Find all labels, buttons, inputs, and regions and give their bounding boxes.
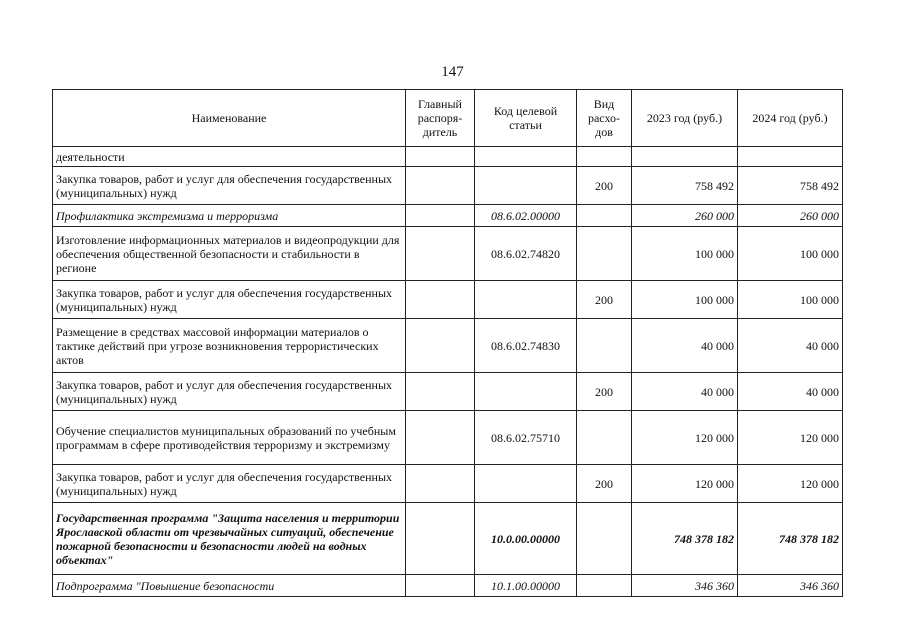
col-header-vid: Вид расхо-дов: [577, 90, 632, 147]
row-vid: 200: [577, 167, 632, 205]
col-header-manager: Главный распоря-дитель: [406, 90, 475, 147]
row-manager: [406, 227, 475, 281]
row-amount-2024: [738, 147, 843, 167]
row-code: 08.6.02.75710: [475, 411, 577, 465]
row-name: Закупка товаров, работ и услуг для обеспечения государственных (муниципальных) нужд: [53, 281, 406, 319]
row-vid: [577, 503, 632, 575]
row-amount-2023: 748 378 182: [632, 503, 738, 575]
row-code: 10.0.00.00000: [475, 503, 577, 575]
row-vid: [577, 319, 632, 373]
row-manager: [406, 167, 475, 205]
row-name: Закупка товаров, работ и услуг для обеспечения государственных (муниципальных) нужд: [53, 465, 406, 503]
row-vid: [577, 147, 632, 167]
row-code: [475, 373, 577, 411]
row-manager: [406, 411, 475, 465]
row-manager: [406, 373, 475, 411]
table-row: [53, 205, 843, 227]
row-vid: [577, 227, 632, 281]
col-header-code: Код целевой статьи: [475, 90, 577, 147]
row-name: Обучение специалистов муниципальных образований по учебным программам в сфере противодействия терроризму и экстремизму: [53, 411, 406, 465]
row-manager: [406, 281, 475, 319]
row-manager: [406, 205, 475, 227]
row-amount-2023: 40 000: [632, 373, 738, 411]
row-vid: [577, 575, 632, 597]
row-amount-2024: 260 000: [738, 205, 843, 227]
table-row: [53, 227, 843, 281]
row-amount-2024: 346 360: [738, 575, 843, 597]
row-name: Государственная программа "Защита населения и территории Ярославской области от чрезвычайных ситуаций, обеспечение пожарной безопасности и безопасности людей на водных объектах": [53, 503, 406, 575]
table-row: [53, 373, 843, 411]
row-amount-2024: 120 000: [738, 411, 843, 465]
table-row: [53, 281, 843, 319]
header-row: [53, 90, 843, 147]
page-number: 147: [441, 64, 464, 80]
row-name: Размещение в средствах массовой информации материалов о тактике действий при угрозе возникновения террористических актов: [53, 319, 406, 373]
col-header-2023: 2023 год (руб.): [632, 90, 738, 147]
row-amount-2023: 120 000: [632, 411, 738, 465]
row-name: Закупка товаров, работ и услуг для обеспечения государственных (муниципальных) нужд: [53, 373, 406, 411]
row-amount-2024: 100 000: [738, 227, 843, 281]
row-code: 10.1.00.00000: [475, 575, 577, 597]
row-manager: [406, 503, 475, 575]
table-row: [53, 147, 843, 167]
row-manager: [406, 319, 475, 373]
row-amount-2023: 346 360: [632, 575, 738, 597]
row-name: Изготовление информационных материалов и видеопродукции для обеспечения общественной безопасности и стабильности в регионе: [53, 227, 406, 281]
budget-table: [52, 89, 843, 597]
row-amount-2023: 758 492: [632, 167, 738, 205]
row-code: 08.6.02.00000: [475, 205, 577, 227]
row-amount-2023: 100 000: [632, 281, 738, 319]
row-manager: [406, 575, 475, 597]
row-vid: [577, 205, 632, 227]
row-code: 08.6.02.74830: [475, 319, 577, 373]
row-amount-2023: 40 000: [632, 319, 738, 373]
table-row: [53, 167, 843, 205]
row-manager: [406, 465, 475, 503]
row-vid: [577, 411, 632, 465]
row-amount-2024: 748 378 182: [738, 503, 843, 575]
table-row: [53, 319, 843, 373]
row-amount-2024: 758 492: [738, 167, 843, 205]
row-amount-2023: [632, 147, 738, 167]
row-code: 08.6.02.74820: [475, 227, 577, 281]
row-amount-2024: 100 000: [738, 281, 843, 319]
row-amount-2023: 100 000: [632, 227, 738, 281]
row-name: Закупка товаров, работ и услуг для обеспечения государственных (муниципальных) нужд: [53, 167, 406, 205]
row-name: деятельности: [53, 147, 406, 167]
table-row: [53, 503, 843, 575]
table-row: [53, 465, 843, 503]
row-code: [475, 465, 577, 503]
row-code: [475, 281, 577, 319]
row-amount-2024: 40 000: [738, 319, 843, 373]
row-amount-2024: 120 000: [738, 465, 843, 503]
row-vid: 200: [577, 465, 632, 503]
table-row: [53, 575, 843, 597]
row-amount-2023: 120 000: [632, 465, 738, 503]
row-code: [475, 167, 577, 205]
row-vid: 200: [577, 281, 632, 319]
row-name: Подпрограмма "Повышение безопасности: [53, 575, 406, 597]
row-amount-2024: 40 000: [738, 373, 843, 411]
row-code: [475, 147, 577, 167]
row-manager: [406, 147, 475, 167]
row-vid: 200: [577, 373, 632, 411]
col-header-name: Наименование: [53, 90, 406, 147]
table-row: [53, 411, 843, 465]
row-name: Профилактика экстремизма и терроризма: [53, 205, 406, 227]
row-amount-2023: 260 000: [632, 205, 738, 227]
col-header-2024: 2024 год (руб.): [738, 90, 843, 147]
